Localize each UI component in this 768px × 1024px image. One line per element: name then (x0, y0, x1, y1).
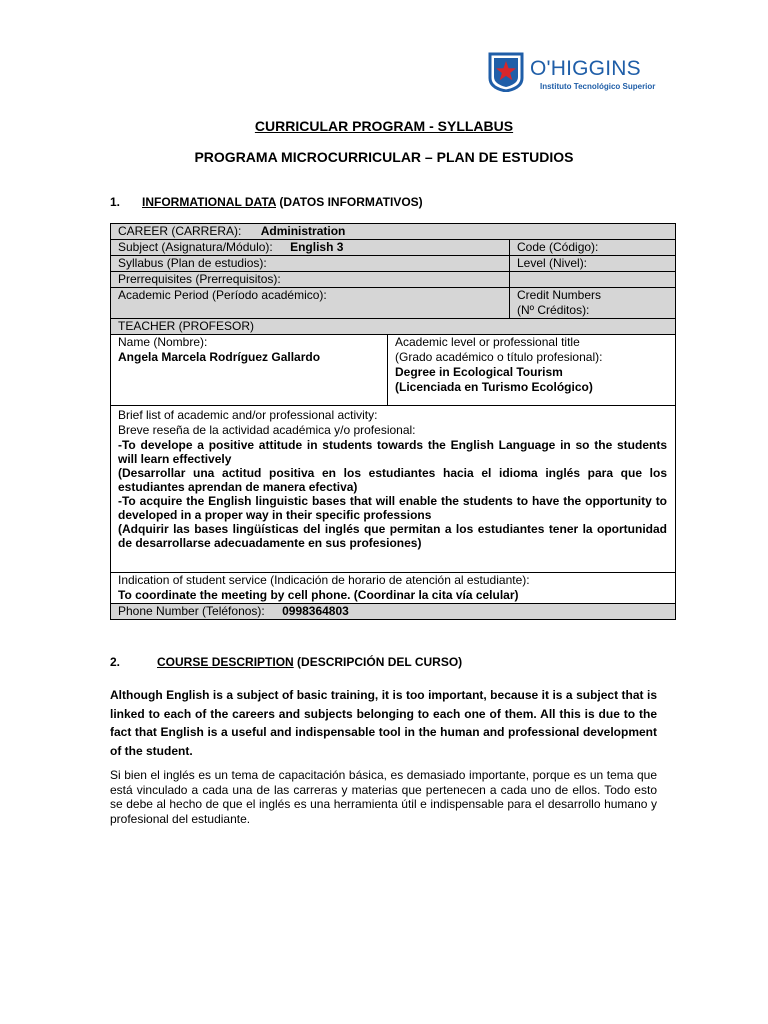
subject-value: English 3 (290, 240, 344, 254)
activity-item-2: (Desarrollar una actitud positiva en los estudiantes hacia el idioma inglés para que los estudiantes aprendan de manera efectiva) (118, 466, 668, 494)
period-label: Academic Period (Período académico): (118, 288, 327, 302)
activity-item-1: -To develope a positive attitude in students towards the English Language in so the students will learn effectively (118, 438, 668, 466)
institute-logo (488, 52, 656, 94)
table-row-teacher-header (111, 319, 676, 335)
code-cell (510, 240, 676, 256)
course-description-es: Si bien el inglés es un tema de capacitación básica, es demasiado importante, porque es un tema que está vinculado a cada una de las carreras y materias que pertenecen a cada uno de ellos. Todo esto se debe al hecho de que el inglés es una herramienta útil e indispensable para el desarrollo humano y profesional del estudiante. (110, 768, 657, 826)
star-shield-icon (488, 52, 524, 92)
activity-item-3: -To acquire the English linguistic bases that will enable the students to have the opportunity to developed in a proper way in their specific professions (118, 494, 668, 522)
career-cell (111, 224, 676, 240)
credits-cell (510, 288, 676, 319)
teacher-name-label: Name (Nombre): (118, 335, 208, 349)
credits-label-line-2: (Nº Créditos): (517, 303, 590, 317)
table-row-phone (111, 604, 676, 620)
prerequisites-label: Prerrequisites (Prerrequisitos): (118, 272, 281, 286)
activity-label-1: Brief list of academic and/or professional activity: (118, 408, 378, 422)
teacher-name-value: Angela Marcela Rodríguez Gallardo (118, 350, 321, 364)
table-row-activity (111, 406, 676, 573)
section-1-title: INFORMATIONAL DATA (142, 195, 276, 209)
prerequisites-cell (111, 272, 510, 288)
activity-cell (111, 406, 676, 573)
course-description-en: Although English is a subject of basic training, it is too important, because it is a subject that is linked to each of the careers and subjects belonging to each one of them. All this is due to the fact that English is a useful and indispensable tool in the human and professional development of the student. (110, 688, 657, 758)
section-2-heading (110, 655, 462, 669)
subject-cell (111, 240, 510, 256)
student-service-label: Indication of student service (Indicación de horario de atención al estudiante): (118, 573, 530, 587)
period-cell (111, 288, 510, 319)
academic-level-cell (388, 335, 676, 406)
teacher-header: TEACHER (PROFESOR) (118, 319, 255, 333)
student-service-cell (111, 573, 676, 604)
section-2-title-es: (DESCRIPCIÓN DEL CURSO) (297, 655, 463, 669)
code-label: Code (Código): (517, 240, 599, 254)
syllabus-label: Syllabus (Plan de estudios): (118, 256, 267, 270)
career-label: CAREER (CARRERA): (118, 224, 242, 238)
academic-level-label-1: Academic level or professional title (395, 335, 580, 349)
section-1-heading (110, 195, 423, 209)
logo-name: O'HIGGINS (530, 57, 641, 80)
table-row-student-service (111, 573, 676, 604)
phone-label: Phone Number (Teléfonos): (118, 604, 265, 618)
activity-label-2: Breve reseña de la actividad académica y/o profesional: (118, 423, 416, 437)
document-subtitle: PROGRAMA MICROCURRICULAR – PLAN DE ESTUDIOS (194, 149, 574, 165)
table-row-subject (111, 240, 676, 256)
level-cell (510, 256, 676, 272)
section-2-title: COURSE DESCRIPTION (157, 655, 294, 669)
table-row-prerequisites (111, 272, 676, 288)
logo-subtitle: Instituto Tecnológico Superior (540, 82, 656, 91)
phone-value: 0998364803 (282, 604, 349, 618)
academic-level-label-2: (Grado académico o título profesional): (395, 350, 603, 364)
table-row-teacher-info (111, 335, 676, 406)
activity-item-4: (Adquirir las bases lingüísticas del inglés que permitan a los estudiantes tener la oportunidad de desarrollarse adecuadamente en sus profesiones) (118, 522, 668, 550)
degree-en: Degree in Ecological Tourism (395, 365, 563, 379)
syllabus-cell (111, 256, 510, 272)
document-title: CURRICULAR PROGRAM - SYLLABUS (254, 118, 514, 134)
section-2-number: 2. (110, 655, 121, 669)
level-label: Level (Nivel): (517, 256, 588, 270)
student-service-value: To coordinate the meeting by cell phone. (Coordinar la cita vía celular) (118, 588, 519, 602)
degree-es: (Licenciada en Turismo Ecológico) (395, 380, 593, 394)
credits-label-line-1: Credit Numbers (517, 288, 602, 302)
subject-label: Subject (Asignatura/Módulo): (118, 240, 273, 254)
table-row-career (111, 224, 676, 240)
prerequisites-value-cell (510, 272, 676, 288)
phone-cell (111, 604, 676, 620)
section-1-number: 1. (110, 195, 121, 209)
career-value: Administration (260, 224, 346, 238)
table-row-period (111, 288, 676, 319)
table-row-syllabus (111, 256, 676, 272)
teacher-name-cell (111, 335, 388, 406)
teacher-header-cell (111, 319, 676, 335)
section-1-title-es: (DATOS INFORMATIVOS) (279, 195, 423, 209)
informational-data-table (110, 223, 676, 620)
